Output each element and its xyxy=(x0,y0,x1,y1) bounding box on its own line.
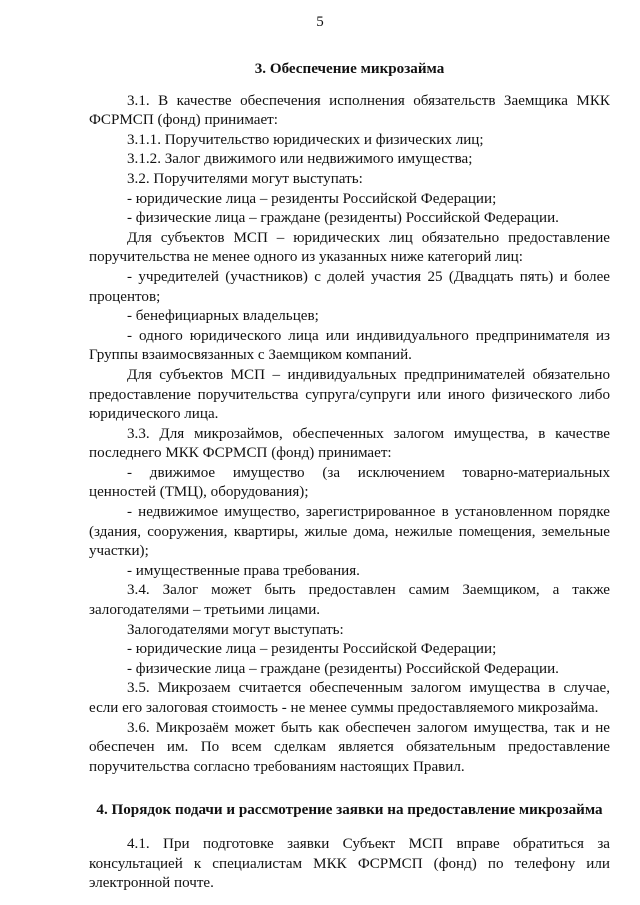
paragraph: - юридические лица – резиденты Российской Федерации; xyxy=(127,190,497,207)
paragraph: 3.3. Для микрозаймов, обеспеченных залогом имущества, в качестве последнего МКК ФСРМСП (фонд) принимает: xyxy=(89,425,610,462)
section-4-title: 4. Порядок подачи и рассмотрение заявки на предоставление микрозайма xyxy=(96,802,603,819)
paragraph: 3.6. Микрозаём может быть как обеспечен залогом имущества, так и не обеспечен им. По всем сделкам является обязательным предоставление поручительства согласно требованиям настоящих Правил. xyxy=(89,719,610,775)
paragraph: - юридические лица – резиденты Российской Федерации; xyxy=(127,641,497,658)
paragraph: - движимое имущество (за исключением товарно-материальных ценностей (ТМЦ), оборудования); xyxy=(89,464,610,501)
paragraph: - учредителей (участников) с долей участия 25 (Двадцать пять) и более процентов; xyxy=(89,268,610,305)
paragraph: 3.1. В качестве обеспечения исполнения обязательств Заемщика МКК ФСРМСП (фонд) принимает: xyxy=(89,92,610,129)
paragraph: Для субъектов МСП – индивидуальных предпринимателей обязательно предоставление поручительства супруга/супруги или иного физического либо юридического лица. xyxy=(89,366,610,423)
paragraph: 4.1. При подготовке заявки Субъект МСП вправе обратиться за консультацией к специалистам МКК ФСРМСП (фонд) по телефону или электронной почте. xyxy=(89,835,610,892)
paragraph: - имущественные права требования. xyxy=(127,562,360,579)
paragraph: 3.1.2. Залог движимого или недвижимого имущества; xyxy=(127,151,473,168)
paragraph: 3.5. Микрозаем считается обеспеченным залогом имущества в случае, если его залоговая стоимость - не менее суммы предоставляемого микрозайма. xyxy=(89,680,610,716)
paragraph: Для субъектов МСП – юридических лиц обязательно предоставление поручительства не менее одного из указанных ниже категорий лиц: xyxy=(89,229,610,266)
paragraph: Залогодателями могут выступать: xyxy=(127,621,344,638)
paragraph: - физические лица – граждане (резиденты) Российской Федерации. xyxy=(127,660,559,677)
paragraph: 3.4. Залог может быть предоставлен самим Заемщиком, а также залогодателями – третьими лицами. xyxy=(89,582,610,619)
paragraph: - бенефициарных владельцев; xyxy=(127,308,319,325)
paragraph: - физические лица – граждане (резиденты) Российской Федерации. xyxy=(127,210,559,227)
paragraph: - недвижимое имущество, зарегистрированное в установленном порядке (здания, сооружения, квартиры, жилые дома, нежилые помещения, земельные участки); xyxy=(89,504,610,560)
section-3-title: 3. Обеспечение микрозайма xyxy=(254,61,445,77)
page-number: 5 xyxy=(316,14,324,30)
paragraph: 3.2. Поручителями могут выступать: xyxy=(127,170,363,187)
paragraph: 3.1.1. Поручительство юридических и физических лиц; xyxy=(127,131,484,148)
paragraph: - одного юридического лица или индивидуального предпринимателя из Группы взаимосвязанных с Заемщиком компаний. xyxy=(89,327,610,364)
document-body xyxy=(89,60,610,894)
